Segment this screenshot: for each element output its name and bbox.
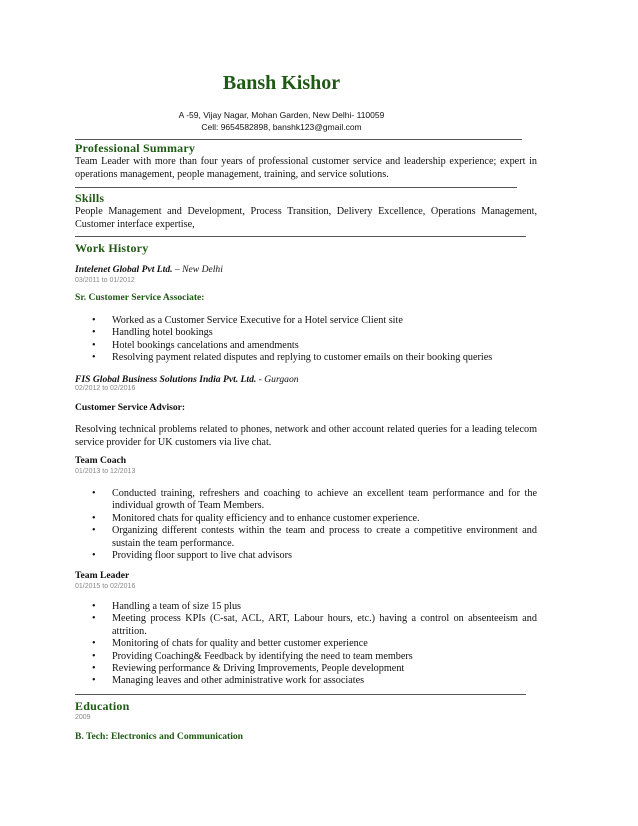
- divider: [75, 694, 526, 695]
- leader-role: Team Leader: [75, 570, 130, 581]
- job2-text: Resolving technical problems related to phones, network and other account related queries for a leading telecom service provider for UK customers via live chat.: [75, 424, 537, 448]
- list-item: • Handling a team of size 15 plus: [92, 601, 242, 612]
- job2-company-name: FIS Global Business Solutions India Pvt. Ltd.: [75, 374, 257, 385]
- job2-dates: 02/2012 to 02/2016: [75, 385, 136, 392]
- list-item: • Hotel bookings cancelations and amendments: [92, 339, 299, 351]
- section-title-work: Work History: [75, 241, 149, 255]
- list-item: • Resolving payment related disputes and replying to customer emails on their booking queries: [92, 352, 493, 364]
- summary-text: Team Leader with more than four years of professional customer service and leadership experience; expert in operations management, people management, training, and service solutions.: [75, 156, 537, 180]
- job1-dates: 03/2011 to 01/2012: [75, 277, 135, 284]
- divider: [75, 236, 526, 237]
- leader-bullets: [75, 601, 537, 688]
- list-item: • Providing Coaching& Feedback by identifying the need to team members: [92, 650, 413, 662]
- list-item: • Worked as a Customer Service Executive for a Hotel service Client site: [92, 315, 403, 326]
- job1-company-name: Intelenet Global Pvt Ltd.: [75, 264, 173, 275]
- skills-text: People Management and Development, Process Transition, Delivery Excellence, Operations Management, Customer interface expertise,: [75, 206, 537, 230]
- list-item: • Organizing different contests within the team and process to create a competitive environment and sustain the team performance.: [92, 525, 537, 549]
- section-title-skills: Skills: [75, 191, 105, 205]
- education-degree: B. Tech: Electronics and Communication: [75, 731, 243, 742]
- contact-cell: Cell: 9654582898, banshk123@gmail.com: [201, 122, 362, 132]
- coach-dates: 01/2013 to 12/2013: [75, 468, 136, 475]
- section-title-education: Education: [75, 699, 130, 713]
- list-item: • Conducted training, refreshers and coaching to achieve an excellent team performance and for the individual growth of Team Members.: [92, 488, 537, 512]
- leader-dates: 01/2015 to 02/2016: [75, 583, 136, 590]
- list-item: • Handling hotel bookings: [92, 327, 213, 339]
- list-item: • Reviewing performance & Driving Improvements, People development: [92, 663, 405, 675]
- job1-role: Sr. Customer Service Associate:: [75, 292, 205, 303]
- job1-location: – New Delhi: [172, 264, 223, 275]
- job2-location: - Gurgaon: [256, 374, 299, 385]
- resume-name: Bansh Kishor: [222, 72, 341, 94]
- job1-company: [75, 264, 223, 275]
- list-item: • Providing floor support to live chat advisors: [92, 550, 292, 562]
- list-item: • Meeting process KPIs (C-sat, ACL, ART, Labour hours, etc.) having a control on absenteeism and attrition.: [92, 613, 537, 637]
- contact-address: A -59, Vijay Nagar, Mohan Garden, New Delhi- 110059: [178, 110, 385, 120]
- list-item: • Managing leaves and other administrative work for associates: [92, 675, 365, 687]
- divider: [75, 187, 517, 188]
- coach-bullets: [75, 488, 537, 562]
- education-year: 2009: [75, 714, 91, 721]
- list-item: • Monitored chats for quality efficiency and to enhance customer experience.: [92, 512, 420, 524]
- job2-company: [75, 374, 299, 385]
- section-title-summary: Professional Summary: [75, 141, 196, 155]
- divider: [75, 139, 522, 140]
- coach-role: Team Coach: [75, 455, 127, 466]
- job1-bullets: [75, 315, 537, 365]
- job2-role: Customer Service Advisor:: [75, 402, 186, 413]
- list-item: • Monitoring of chats for quality and better customer experience: [92, 638, 368, 650]
